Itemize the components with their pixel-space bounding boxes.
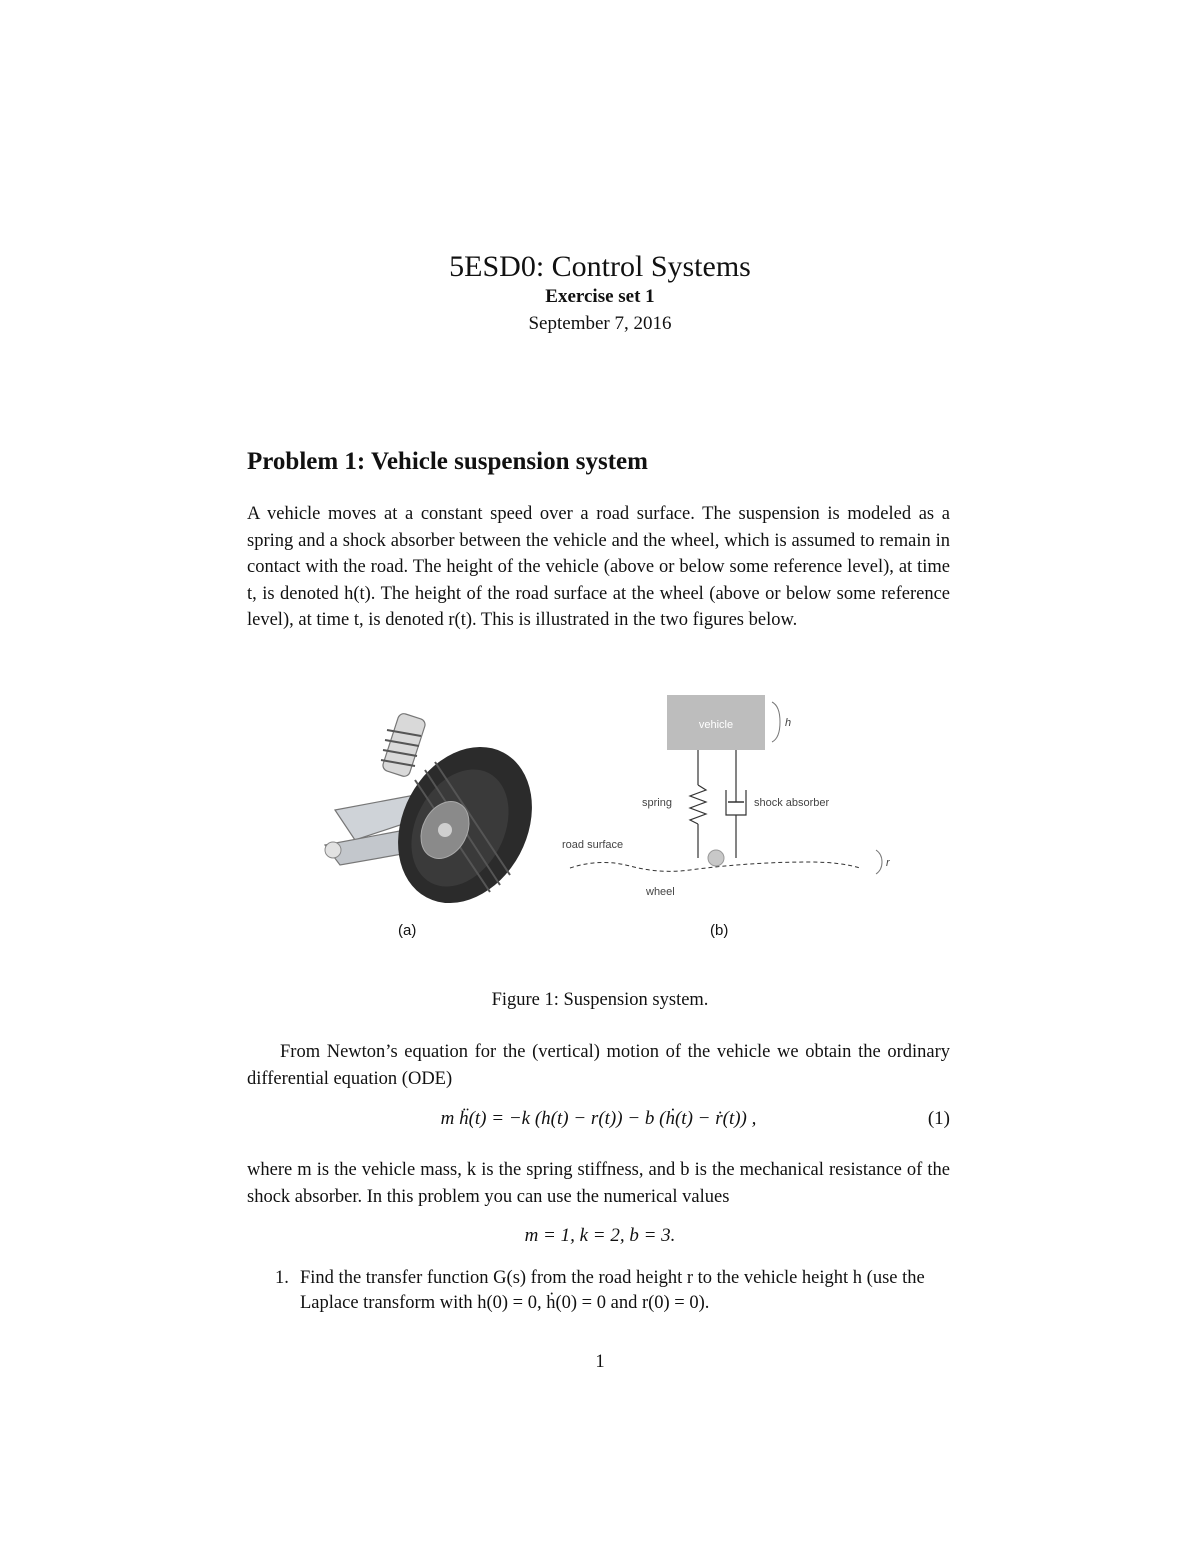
subfigure-a-label: (a)	[398, 922, 417, 939]
wheel-label: wheel	[646, 886, 675, 898]
shock-absorber-label: shock absorber	[754, 797, 830, 809]
newton-paragraph: From Newton’s equation for the (vertical) motion of the vehicle we obtain the ordinary differential equation (ODE)	[247, 1042, 950, 1089]
h-label: h	[785, 717, 792, 729]
figure-caption: Figure 1: Suspension system.	[491, 990, 709, 1010]
spring-label: spring	[642, 797, 672, 809]
road-surface-label: road surface	[562, 839, 624, 851]
spring-icon	[690, 785, 706, 824]
r-label: r	[886, 857, 890, 869]
problem-heading: Problem 1: Vehicle suspension system	[247, 448, 648, 475]
page-subtitle: Exercise set 1	[545, 286, 655, 307]
wheel-icon	[708, 850, 724, 866]
suspension-schematic	[560, 690, 900, 905]
list-item-text: Find the transfer function G(s) from the road height r to the vehicle height h (use the Laplace transform with h(0) = 0, ḣ(0) = 0 and r(0) = 0).	[300, 1268, 925, 1313]
vehicle-label: vehicle	[698, 719, 734, 731]
page-number: 1	[595, 1352, 605, 1372]
values-equation: m = 1, k = 2, b = 3.	[524, 1225, 676, 1246]
equation-number: (1)	[927, 1108, 950, 1129]
problem-intro: A vehicle moves at a constant speed over a road surface. The suspension is modeled as a spring and a shock absorber between the vehicle and the wheel, which is assumed to remain in contact with the road. The height of the vehicle (above or below some reference level), at time t, is denoted h(t). The height of the road surface at the wheel (above or below some reference level), at time t, is denoted r(t). This is illustrated in the two figures below.	[247, 504, 950, 630]
page-title: 5ESD0: Control Systems	[449, 250, 751, 283]
where-paragraph: where m is the vehicle mass, k is the spring stiffness, and b is the mechanical resistance of the shock absorber. In this problem you can use the numerical values	[247, 1160, 950, 1207]
page-date: September 7, 2016	[528, 313, 672, 334]
subfigure-b-label: (b)	[710, 922, 729, 939]
suspension-photo	[295, 700, 545, 915]
list-item-number: 1.	[275, 1268, 289, 1288]
ode-expression: m ḧ(t) = −k (h(t) − r(t)) − b (ḣ(t) − ṙ(t)) ,	[440, 1108, 757, 1129]
